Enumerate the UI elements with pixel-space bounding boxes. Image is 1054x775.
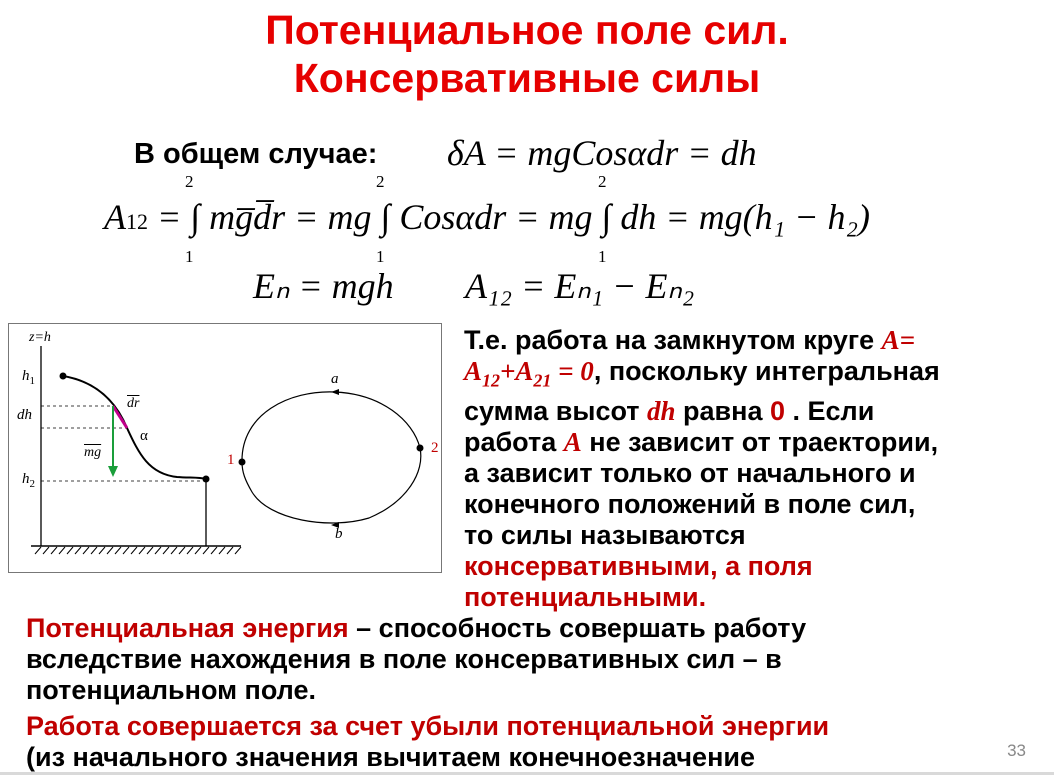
- integral2-upper: 2: [376, 172, 385, 191]
- loop-point-2: [417, 445, 424, 452]
- potential-energy-definition: [26, 613, 1036, 706]
- closed-loop-path: [242, 392, 421, 523]
- work-line-2: (из начального значения вычитаем конечноезначение: [26, 742, 755, 772]
- label-alpha: α: [140, 428, 148, 444]
- label-dr: $\overline{dr}$: [127, 396, 140, 411]
- right-line-3: сумма высот dh равна 0 . Если: [464, 396, 875, 427]
- right-line-4: работа A не зависит от траектории,: [464, 427, 939, 458]
- physics-figure: [8, 323, 442, 573]
- formula-energy: Eₙ = mgh: [253, 266, 394, 306]
- integral3-upper: 2: [598, 172, 607, 191]
- definition-line-2: вследствие нахождения в поле консервативных сил – в: [26, 644, 782, 674]
- integral1-upper: 2: [185, 172, 194, 191]
- integral1-lower: 1: [185, 247, 194, 266]
- label-mg: $\overline{mg}$: [84, 445, 102, 460]
- mg-arrow-head: [108, 466, 118, 477]
- label-h1: $h_1$: [22, 368, 35, 387]
- ground-hatch: [35, 547, 241, 554]
- formula-a12: [104, 196, 870, 238]
- figure-svg: [9, 324, 441, 572]
- right-line-5: а зависит только от начального и: [464, 458, 916, 489]
- loop-point-1: [239, 459, 246, 466]
- label-z: z=h: [29, 330, 51, 345]
- work-decrease-note: [26, 711, 1036, 773]
- label-h2: $h_2$: [22, 471, 35, 490]
- right-line-1: Т.е. работа на замкнутом круге A=: [464, 325, 916, 355]
- loop-arrow-a: [331, 389, 339, 395]
- dr-segment: [113, 406, 127, 428]
- trajectory-curve: [63, 376, 206, 479]
- right-explanation: [464, 325, 1044, 613]
- slide-title-line1: Потенциальное поле сил.: [265, 7, 789, 53]
- label-loop-b: b: [335, 526, 343, 542]
- formula-delta-a: δA = mgCosαdr = dh: [447, 133, 757, 173]
- integral3-lower: 1: [598, 247, 607, 266]
- label-point-1: 1: [227, 452, 235, 468]
- trajectory-start-point: [60, 373, 67, 380]
- definition-line-1: Потенциальная энергия – способность совершать работу: [26, 613, 807, 643]
- right-line-8: консервативными, а поля: [464, 551, 813, 582]
- integral2-lower: 1: [376, 247, 385, 266]
- definition-line-3: потенциальном поле.: [26, 675, 316, 705]
- label-point-2: 2: [431, 440, 439, 456]
- label-loop-a: a: [331, 371, 339, 387]
- general-case-label: В общем случае:: [134, 138, 378, 170]
- a12-symbol: A: [104, 197, 126, 237]
- slide-title-line2: Консервативные силы: [293, 55, 761, 101]
- right-line-2: $A_{12}+A_{21} = 0$, поскольку интегральная: [464, 356, 940, 391]
- right-line-6: конечного положений в поле сил,: [464, 489, 916, 520]
- right-line-7: то силы называются: [464, 520, 746, 551]
- right-line-9: потенциальными.: [464, 582, 707, 613]
- label-dh: dh: [17, 407, 32, 423]
- formula-a12-energy: A₁₂ = Eₙ₁ − Eₙ₂: [465, 266, 695, 306]
- a12-expression: = ∫ mg̅d̅r = mg ∫ Cosαdr = mg ∫ dh = mg(h₁ − h₂): [157, 197, 870, 237]
- a12-subscript: 12: [126, 209, 148, 234]
- work-line-1: Работа совершается за счет убыли потенциальной энергии: [26, 711, 830, 741]
- slide-number: 33: [1007, 741, 1026, 760]
